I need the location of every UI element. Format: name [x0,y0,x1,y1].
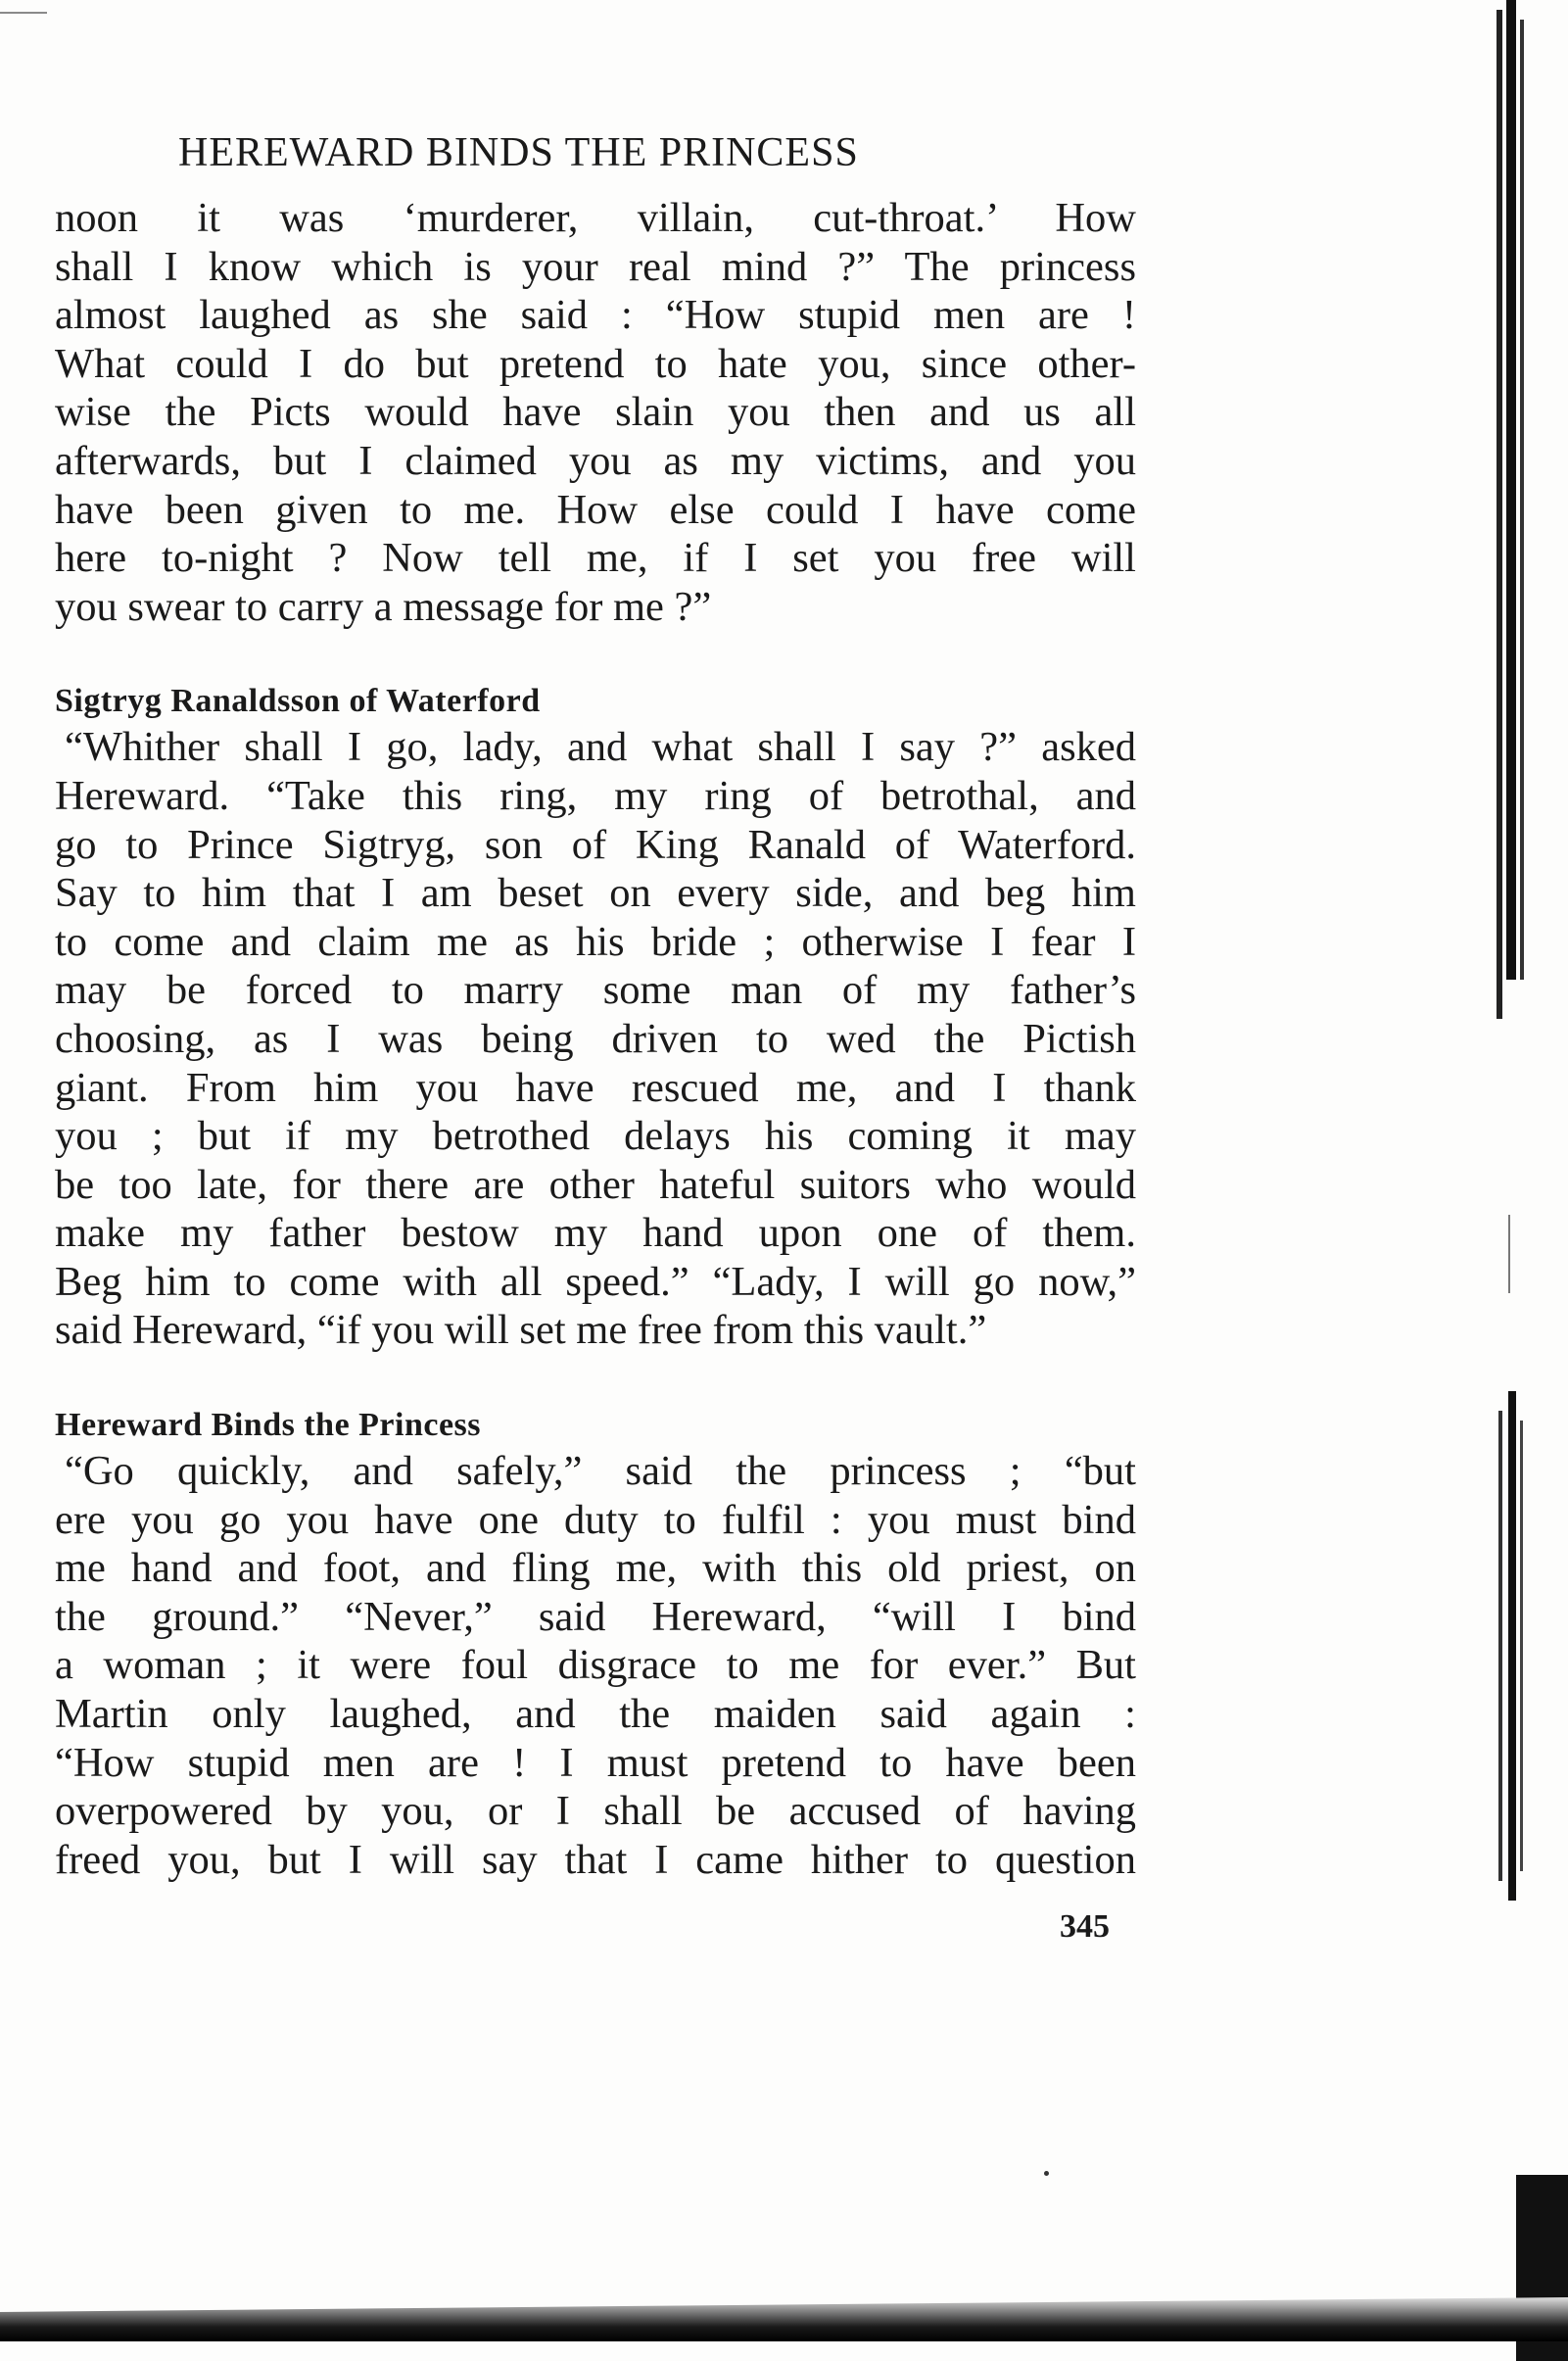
text-line: “Whither shall I go, lady, and what shall I say ?” asked [65,724,1136,771]
text-line: be too late, for there are other hateful suitors who would [55,1161,1136,1208]
text-line: giant. From him you have rescued me, and I thank [55,1064,1136,1111]
side-heading: Sigtryg Ranaldsson of Waterford [55,683,541,720]
text-line: have been given to me. How else could I have come [55,486,1136,533]
text-line: may be forced to marry some man of my father’s [55,967,1136,1014]
text-line: you ; but if my betrothed delays his coming it may [55,1113,1136,1160]
gutter-shadow [1506,0,1516,980]
corner-rule [0,12,47,14]
gutter-shadow [1508,1215,1510,1293]
text-line: Beg him to come with all speed.” “Lady, I will go now,” [55,1258,1136,1305]
text-line: you swear to carry a message for me ?” [55,583,712,630]
body-text [55,194,1136,1884]
text-line: Say to him that I am beset on every side, and beg him [55,870,1136,917]
text-line: go to Prince Sigtryg, son of King Ranald of Waterford. [55,821,1136,868]
gutter-shadow [1520,1421,1523,1871]
text-line: ere you go you have one duty to fulfil : you must bind [55,1496,1136,1543]
text-line: me hand and foot, and fling me, with this old priest, on [55,1545,1136,1592]
text-line: overpowered by you, or I shall be accused of having [55,1788,1136,1835]
text-line: said Hereward, “if you will set me free from this vault.” [55,1307,987,1354]
running-head: HEREWARD BINDS THE PRINCESS [178,130,859,175]
text-line: shall I know which is your real mind ?” The princess [55,243,1136,290]
text-line: the ground.” “Never,” said Hereward, “will I bind [55,1593,1136,1640]
side-heading: Hereward Binds the Princess [55,1407,482,1444]
page-number: 345 [1060,1908,1110,1945]
text-line: Martin only laughed, and the maiden said again : [55,1691,1136,1738]
gutter-shadow [1497,10,1502,1019]
text-line: “Go quickly, and safely,” said the princess ; “but [65,1448,1136,1495]
ink-speck [1044,2171,1049,2176]
text-line: here to-night ? Now tell me, if I set you free will [55,535,1136,582]
gutter-shadow [1498,1411,1502,1881]
text-line: What could I do but pretend to hate you, since other- [55,340,1136,387]
text-line: make my father bestow my hand upon one of them. [55,1210,1136,1257]
gutter-shadow [1520,20,1524,980]
text-line: choosing, as I was being driven to wed the Pictish [55,1015,1136,1062]
text-line: to come and claim me as his bride ; otherwise I fear I [55,918,1136,965]
gutter-shadow [1508,1391,1516,1901]
text-line: wise the Picts would have slain you then and us all [55,389,1136,436]
text-line: Hereward. “Take this ring, my ring of betrothal, and [55,772,1136,819]
text-line: noon it was ‘murderer, villain, cut-throat.’ How [55,195,1136,241]
text-line: afterwards, but I claimed you as my victims, and you [55,437,1136,484]
text-line: almost laughed as she said : “How stupid men are ! [55,292,1136,339]
text-line: “How stupid men are ! I must pretend to have been [55,1739,1136,1786]
text-line: freed you, but I will say that I came hither to question [55,1836,1136,1883]
text-line: a woman ; it were foul disgrace to me for ever.” But [55,1642,1136,1689]
